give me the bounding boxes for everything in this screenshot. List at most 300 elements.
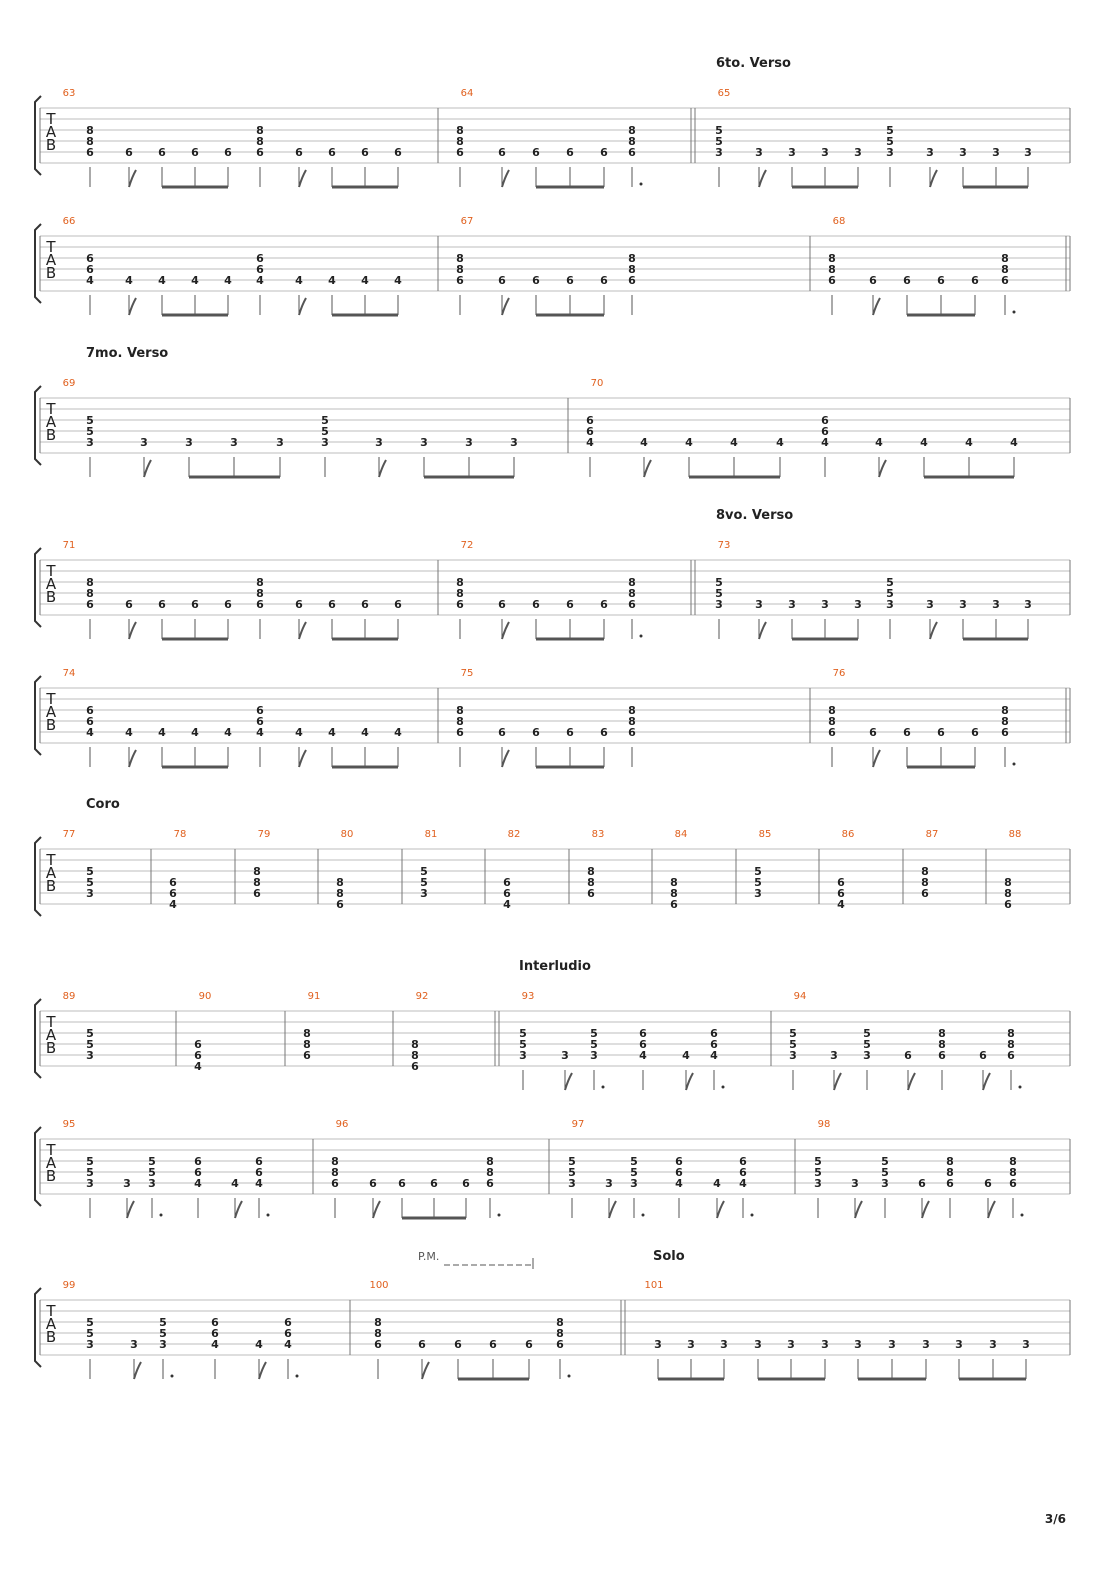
fret-number: 4 [875,436,883,449]
eighth-flag [922,1201,929,1218]
fret-number: 6 [224,598,232,611]
fret-number: 3 [159,1338,167,1351]
fret-number: 4 [710,1049,718,1062]
eighth-flag [379,460,386,477]
eighth-flag [879,460,886,477]
measure-number: 100 [369,1280,389,1291]
fret-number: 6 [1001,274,1009,287]
tab-clef-letter: B [45,588,57,606]
fret-number: 6 [1007,1049,1015,1062]
fret-number: 3 [854,1338,862,1351]
fret-number: 6 [86,715,94,728]
fret-number: 6 [456,146,464,159]
fret-number: 6 [979,1049,987,1062]
fret-number: 6 [361,598,369,611]
fret-number: 3 [130,1338,138,1351]
fret-number: 4 [361,274,369,287]
fret-number: 5 [590,1038,598,1051]
measure-number: 78 [173,829,187,840]
rhythm-dot [642,1214,645,1217]
fret-number: 6 [418,1338,426,1351]
fret-number: 6 [194,1155,202,1168]
fret-number: 3 [720,1338,728,1351]
fret-number: 6 [303,1049,311,1062]
fret-number: 3 [755,146,763,159]
fret-number: 6 [828,274,836,287]
fret-number: 4 [328,274,336,287]
fret-number: 6 [211,1316,219,1329]
fret-number: 5 [86,1327,94,1340]
section-label: Coro [86,797,120,812]
fret-number: 5 [86,425,94,438]
fret-number: 6 [256,263,264,276]
fret-number: 8 [331,1155,339,1168]
fret-number: 3 [754,1338,762,1351]
fret-number: 4 [158,274,166,287]
fret-number: 4 [295,726,303,739]
eighth-flag [988,1201,995,1218]
fret-number: 6 [587,887,595,900]
fret-number: 5 [630,1155,638,1168]
tab-clef-letter: T [46,110,56,128]
fret-number: 8 [331,1166,339,1179]
palm-mute-label: P.M. [418,1250,440,1263]
fret-number: 5 [754,865,762,878]
tab-clef-letter: B [45,1328,57,1346]
eighth-flag [930,170,937,187]
fret-number: 6 [828,726,836,739]
fret-number: 6 [256,252,264,265]
tab-clef-letter: B [45,136,57,154]
fret-number: 6 [256,146,264,159]
fret-number: 4 [920,436,928,449]
eighth-flag [686,1073,693,1090]
fret-number: 3 [886,146,894,159]
eighth-flag [717,1201,724,1218]
fret-number: 6 [498,726,506,739]
fret-number: 3 [148,1177,156,1190]
tab-system [35,959,1070,1090]
fret-number: 4 [191,726,199,739]
fret-number: 6 [566,726,574,739]
fret-number: 3 [830,1049,838,1062]
fret-number: 3 [1024,598,1032,611]
eighth-flag [834,1073,841,1090]
fret-number: 4 [125,274,133,287]
fret-number: 4 [158,726,166,739]
fret-number: 8 [938,1038,946,1051]
fret-number: 4 [675,1177,683,1190]
tab-clef-letter: A [45,703,57,721]
tab-clef-letter: A [45,864,57,882]
fret-number: 3 [821,146,829,159]
fret-number: 6 [486,1177,494,1190]
measure-number: 94 [793,991,807,1002]
fret-number: 8 [486,1166,494,1179]
fret-number: 5 [886,587,894,600]
fret-number: 4 [394,274,402,287]
fret-number: 6 [739,1166,747,1179]
fret-number: 6 [600,274,608,287]
fret-number: 8 [628,135,636,148]
fret-number: 4 [776,436,784,449]
fret-number: 6 [456,274,464,287]
fret-number: 8 [628,252,636,265]
measure-number: 68 [832,216,846,227]
tab-clef-letter: A [45,1154,57,1172]
eighth-flag [299,622,306,639]
fret-number: 5 [863,1027,871,1040]
fret-number: 4 [361,726,369,739]
fret-number: 3 [715,598,723,611]
fret-number: 4 [821,436,829,449]
fret-number: 8 [256,587,264,600]
measure-number: 86 [841,829,855,840]
fret-number: 3 [321,436,329,449]
fret-number: 8 [628,704,636,717]
fret-number: 5 [881,1166,889,1179]
measure-number: 95 [62,1119,76,1130]
measure-number: 99 [62,1280,76,1291]
fret-number: 4 [125,726,133,739]
fret-number: 8 [556,1327,564,1340]
fret-number: 6 [328,146,336,159]
fret-number: 6 [256,704,264,717]
fret-number: 4 [295,274,303,287]
measure-number: 74 [62,668,76,679]
measure-number: 64 [460,88,474,99]
fret-number: 8 [303,1038,311,1051]
eighth-flag [422,1362,429,1379]
fret-number: 6 [255,1166,263,1179]
fret-number: 5 [86,1155,94,1168]
fret-number: 6 [394,146,402,159]
fret-number: 6 [374,1338,382,1351]
measure-number: 67 [460,216,474,227]
fret-number: 8 [256,124,264,137]
fret-number: 8 [587,865,595,878]
fret-number: 8 [253,876,261,889]
fret-number: 8 [456,715,464,728]
fret-number: 6 [556,1338,564,1351]
fret-number: 6 [498,146,506,159]
fret-number: 3 [854,598,862,611]
measure-number: 70 [590,378,604,389]
fret-number: 4 [256,274,264,287]
fret-number: 5 [590,1027,598,1040]
fret-number: 5 [519,1038,527,1051]
fret-number: 6 [1009,1177,1017,1190]
fret-number: 6 [566,274,574,287]
fret-number: 5 [321,414,329,427]
fret-number: 8 [1007,1038,1015,1051]
tab-clef-letter: T [46,690,56,708]
measure-number: 75 [460,668,474,679]
fret-number: 3 [276,436,284,449]
fret-number: 6 [532,146,540,159]
fret-number: 4 [730,436,738,449]
fret-number: 6 [255,1155,263,1168]
fret-number: 3 [185,436,193,449]
eighth-flag [502,298,509,315]
tab-system [35,1249,1070,1379]
fret-number: 6 [628,274,636,287]
fret-number: 3 [519,1049,527,1062]
fret-number: 5 [86,865,94,878]
tab-system [0,668,1070,767]
rhythm-dot [296,1375,299,1378]
rhythm-dot [160,1214,163,1217]
fret-number: 8 [1001,715,1009,728]
tab-systems [0,56,1070,1379]
fret-number: 6 [639,1027,647,1040]
tab-system [35,56,1070,187]
fret-number: 5 [519,1027,527,1040]
fret-number: 6 [628,598,636,611]
fret-number: 6 [600,598,608,611]
tab-clef-letter: A [45,575,57,593]
fret-number: 6 [600,146,608,159]
fret-number: 6 [86,704,94,717]
fret-number: 8 [86,587,94,600]
fret-number: 4 [194,1060,202,1073]
eighth-flag [502,622,509,639]
fret-number: 3 [755,598,763,611]
measure-number: 81 [424,829,438,840]
fret-number: 3 [86,887,94,900]
fret-number: 6 [532,274,540,287]
fret-number: 3 [605,1177,613,1190]
fret-number: 5 [715,576,723,589]
fret-number: 8 [628,124,636,137]
measure-number: 96 [335,1119,349,1130]
fret-number: 6 [284,1327,292,1340]
fret-number: 6 [639,1038,647,1051]
tab-system [35,1119,1070,1218]
fret-number: 6 [937,274,945,287]
fret-number: 8 [556,1316,564,1329]
tab-clef-letter: T [46,1141,56,1159]
fret-number: 5 [715,124,723,137]
fret-number: 8 [670,887,678,900]
measure-number: 77 [62,829,76,840]
fret-number: 3 [989,1338,997,1351]
eighth-flag [502,750,509,767]
fret-number: 6 [600,726,608,739]
fret-number: 3 [590,1049,598,1062]
fret-number: 4 [1010,436,1018,449]
fret-number: 6 [739,1155,747,1168]
tab-clef-letter: B [45,1039,57,1057]
measure-number: 85 [758,829,772,840]
fret-number: 6 [675,1166,683,1179]
tab-clef-letter: A [45,413,57,431]
rhythm-dot [498,1214,501,1217]
fret-number: 3 [375,436,383,449]
eighth-flag [930,622,937,639]
fret-number: 6 [525,1338,533,1351]
fret-number: 5 [148,1155,156,1168]
fret-number: 3 [821,1338,829,1351]
fret-number: 6 [169,876,177,889]
tab-clef-letter: B [45,877,57,895]
measure-number: 71 [62,540,76,551]
fret-number: 3 [465,436,473,449]
eighth-flag [134,1362,141,1379]
fret-number: 6 [331,1177,339,1190]
fret-number: 6 [903,274,911,287]
eighth-flag [759,622,766,639]
fret-number: 8 [1009,1155,1017,1168]
fret-number: 6 [394,598,402,611]
measure-number: 69 [62,378,76,389]
fret-number: 5 [886,576,894,589]
fret-number: 6 [821,425,829,438]
fret-number: 3 [1024,146,1032,159]
rhythm-dot [751,1214,754,1217]
fret-number: 3 [715,146,723,159]
fret-number: 6 [566,598,574,611]
fret-number: 4 [256,726,264,739]
fret-number: 4 [231,1177,239,1190]
fret-number: 5 [86,414,94,427]
fret-number: 3 [789,1049,797,1062]
fret-number: 8 [828,715,836,728]
fret-number: 6 [628,146,636,159]
fret-number: 8 [456,252,464,265]
fret-number: 3 [123,1177,131,1190]
fret-number: 8 [828,263,836,276]
fret-number: 3 [561,1049,569,1062]
fret-number: 6 [462,1177,470,1190]
fret-number: 6 [498,598,506,611]
fret-number: 6 [125,598,133,611]
fret-number: 3 [881,1177,889,1190]
fret-number: 4 [191,274,199,287]
fret-number: 6 [398,1177,406,1190]
fret-number: 6 [158,146,166,159]
fret-number: 5 [881,1155,889,1168]
tab-clef-letter: B [45,716,57,734]
measure-number: 92 [415,991,429,1002]
eighth-flag [144,460,151,477]
rhythm-dot [1013,311,1016,314]
tab-clef-letter: T [46,238,56,256]
fret-number: 8 [1001,252,1009,265]
eighth-flag [565,1073,572,1090]
fret-number: 4 [86,274,94,287]
measure-number: 91 [307,991,321,1002]
measure-number: 79 [257,829,271,840]
fret-number: 3 [86,1177,94,1190]
fret-number: 6 [503,876,511,889]
fret-number: 6 [1004,898,1012,911]
fret-number: 3 [654,1338,662,1351]
tab-clef-letter: A [45,1315,57,1333]
fret-number: 3 [992,146,1000,159]
fret-number: 6 [158,598,166,611]
fret-number: 3 [788,598,796,611]
fret-number: 5 [86,876,94,889]
fret-number: 5 [148,1166,156,1179]
fret-number: 5 [715,135,723,148]
fret-number: 6 [837,876,845,889]
fret-number: 6 [169,887,177,900]
fret-number: 3 [926,598,934,611]
rhythm-dot [640,183,643,186]
fret-number: 8 [456,587,464,600]
fret-number: 8 [303,1027,311,1040]
fret-number: 8 [411,1038,419,1051]
fret-number: 5 [321,425,329,438]
eighth-flag [129,298,136,315]
fret-number: 6 [194,1049,202,1062]
tab-clef-letter: T [46,1302,56,1320]
measure-number: 98 [817,1119,831,1130]
fret-number: 6 [191,598,199,611]
tab-clef-letter: A [45,251,57,269]
measure-number: 66 [62,216,76,227]
fret-number: 6 [670,898,678,911]
fret-number: 8 [628,587,636,600]
fret-number: 4 [211,1338,219,1351]
fret-number: 3 [86,1338,94,1351]
eighth-flag [873,298,880,315]
fret-number: 4 [86,726,94,739]
fret-number: 4 [194,1177,202,1190]
fret-number: 8 [374,1316,382,1329]
fret-number: 8 [828,704,836,717]
fret-number: 6 [532,598,540,611]
fret-number: 8 [921,876,929,889]
fret-number: 6 [295,146,303,159]
fret-number: 4 [224,726,232,739]
fret-number: 6 [938,1049,946,1062]
tab-clef-letter: A [45,123,57,141]
fret-number: 5 [568,1155,576,1168]
fret-number: 6 [411,1060,419,1073]
fret-number: 6 [125,146,133,159]
fret-number: 6 [328,598,336,611]
measure-number: 80 [340,829,354,840]
tab-clef-letter: T [46,851,56,869]
eighth-flag [855,1201,862,1218]
fret-number: 6 [675,1155,683,1168]
measure-number: 65 [717,88,731,99]
fret-number: 3 [568,1177,576,1190]
fret-number: 6 [295,598,303,611]
fret-number: 3 [922,1338,930,1351]
fret-number: 3 [1022,1338,1030,1351]
fret-number: 6 [921,887,929,900]
fret-number: 4 [713,1177,721,1190]
fret-number: 8 [1004,876,1012,889]
eighth-flag [129,622,136,639]
fret-number: 6 [918,1177,926,1190]
section-label: Interludio [519,959,591,974]
fret-number: 8 [253,865,261,878]
fret-number: 5 [814,1155,822,1168]
fret-number: 3 [788,146,796,159]
fret-number: 5 [886,124,894,137]
fret-number: 8 [456,576,464,589]
tab-system [35,346,1070,477]
eighth-flag [299,170,306,187]
fret-number: 6 [430,1177,438,1190]
measure-number: 90 [198,991,212,1002]
eighth-flag [759,170,766,187]
tab-clef-letter: T [46,400,56,418]
